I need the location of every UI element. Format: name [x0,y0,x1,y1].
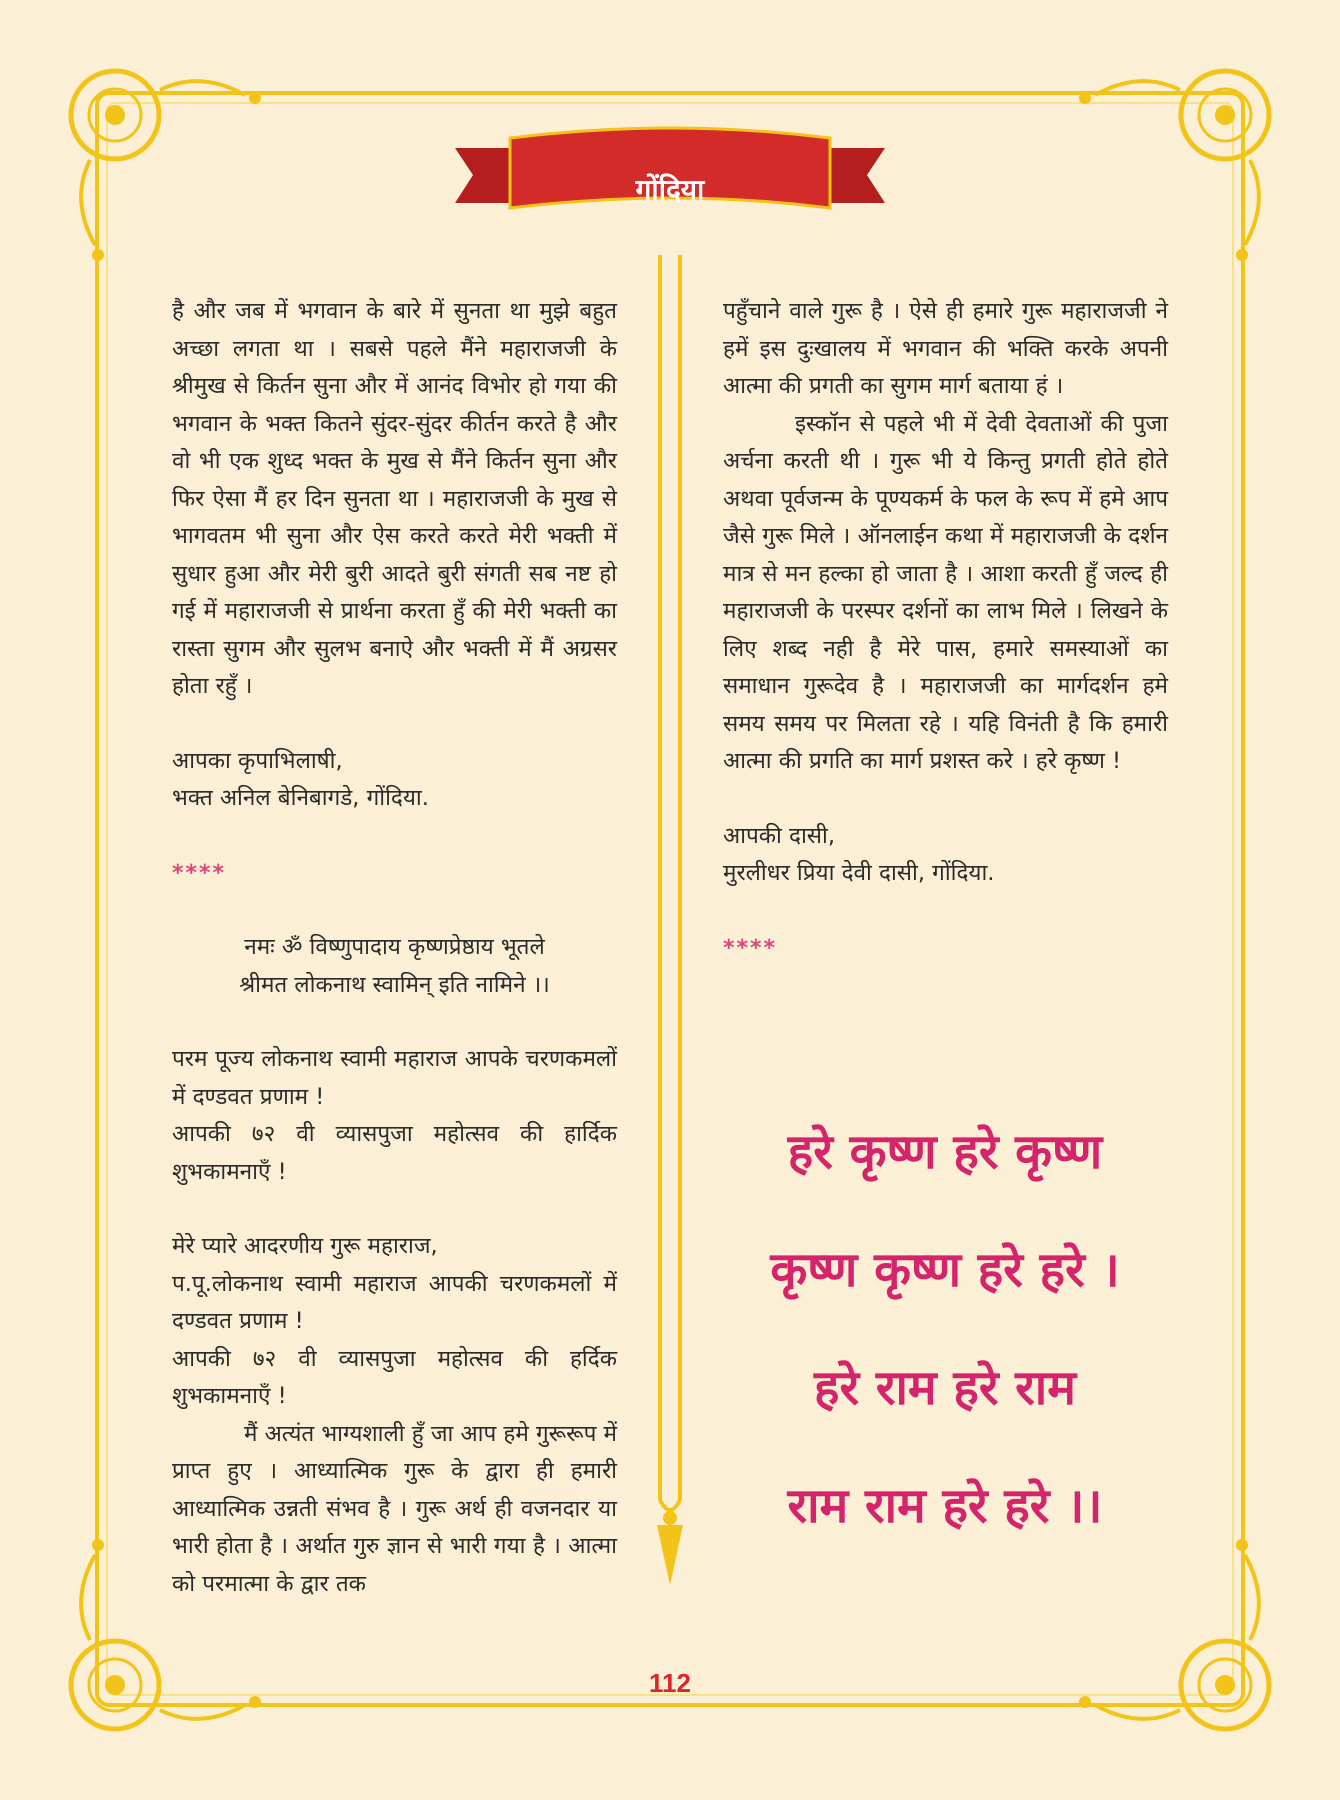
wishes-2: आपकी ७२ वी व्यासपुजा महोत्सव की हर्दिक शुभकामनाएँ ! [172,1345,617,1409]
signature-1: भक्त अनिल बेनिबागडे, गोंदिया. [172,785,429,811]
verse-line-1: नमः ॐ विष्णुपादाय कृष्णप्रेष्ठाय भूतले [244,934,545,960]
separator-1: **** [172,860,227,886]
mantra-line-3: हरे राम हरे राम [814,1360,1076,1416]
greeting-2: प.पू.लोकनाथ स्वामी महाराज आपकी चरणकमलों में दण्डवत प्रणाम ! [172,1270,617,1334]
greeting-1: परम पूज्य लोकनाथ स्वामी महाराज आपके चरणकमलों में दण्डवत प्रणाम ! [172,1046,617,1110]
page-title: गोंदिया [635,173,705,206]
separator-2: **** [723,935,778,961]
mantra-line-2: कृष्ण कृष्ण हरे हरे । [770,1242,1120,1298]
mantra-line-4: राम राम हरे हरे ।। [787,1478,1103,1534]
letter-paragraph-1: है और जब में भगवान के बारे में सुनता था मुझे बहुत अच्छा लगता था । सबसे पहले मैंने महाराजजी के श्रीमुख से किर्तन सुना और में आनंद विभोर हो गया की भगवान के भक्त कितने सुंदर-सुंदर कीर्तन करते है और वो भी एक शुध्द भक्त के मुख से मैंने किर्तन सुना और फिर ऐसा मैं हर दिन सुनता था । महाराजजी के मुख से भागवतम भी सुना और ऐस करते करते मेरी भक्ती में सुधार हुआ और मेरी बुरी आदते बुरी संगती सब नष्ट हो गई में महाराजजी से प्रार्थना करता हुँ की मेरी भक्ती का रास्ता सुगम और सुलभ बनाऐ और भक्ती में मैं अग्रसर होता रहुँ । [172,298,617,699]
wishes-1: आपकी ७२ वी व्यासपुजा महोत्सव की हार्दिक शुभकामनाएँ ! [172,1121,617,1185]
right-paragraph-2: इस्कॉन से पहले भी में देवी देवताओं की पुजा अर्चना करती थी । गुरू भी ये किन्तु प्रगती होते होते अथवा पूर्वजन्म के पूण्यकर्म के फल के रूप में हमे आप जैसे गुरू मिले । ऑनलाईन कथा में महाराजजी के दर्शन मात्र से मन हल्का हो जाता है । आशा करती हुँ जल्द ही महाराजजी के परस्पर दर्शनों का लाभ मिले । लिखने के लिए शब्द नही है मेरे पास, हमारे समस्याओं का समाधान गुरूदेव है । महाराजजी का मार्गदर्शन हमे समय समय पर मिलता रहे । यहि विनंती है कि हमारी आत्मा की प्रगति का मार्ग प्रशस्त करे । हरे कृष्ण ! [723,410,1168,774]
right-paragraph-1: पहुँचाने वाले गुरू है । ऐसे ही हमारे गुरू महाराजजी ने हमें इस दुःखालय में भगवान की भक्ति करके अपनी आत्मा की प्रगती का सुगम मार्ग बताया हं । [723,298,1168,399]
mantra-line-1: हरे कृष्ण हरे कृष्ण [787,1124,1103,1180]
signature-2: मुरलीधर प्रिया देवी दासी, गोंदिया. [723,860,995,886]
salutation-2: मेरे प्यारे आदरणीय गुरू महाराज, [172,1233,438,1259]
left-column [172,293,617,1603]
signoff-1: आपका कृपाभिलाषी, [172,747,343,774]
verse-line-2: श्रीमत लोकनाथ स्वामिन् इति नामिने ।। [239,971,550,998]
letter-paragraph-2: मैं अत्यंत भाग्यशाली हुँ जा आप हमे गुरूरूप में प्राप्त हुए । आध्यात्मिक गुरू के द्वारा ही हमारी आध्यात्मिक उन्नती संभव है । गुरू अर्थ ही वजनदार या भारी होता है । अर्थात गुरु ज्ञान से भारी गया है । आत्मा को परमात्मा के द्वार तक [172,1420,618,1597]
signoff-2: आपकी दासी, [723,822,835,849]
right-column [723,293,1168,967]
page-number: 112 [649,1668,691,1698]
